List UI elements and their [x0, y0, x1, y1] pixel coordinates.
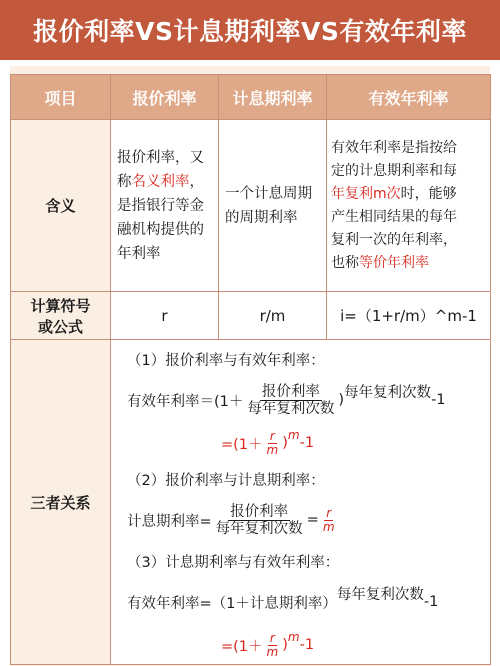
meaning-effective	[327, 120, 491, 292]
relations-content	[111, 340, 491, 665]
denominator: m	[322, 519, 335, 534]
fraction	[245, 384, 336, 417]
formula-text: -1	[431, 392, 446, 408]
text-line: 有效年利率是指按给	[331, 139, 457, 156]
formula-text: )	[282, 435, 288, 451]
relation-2-formula	[127, 496, 480, 544]
denominator: 每年复利次数	[215, 520, 303, 537]
meaning-row	[11, 120, 491, 292]
meaning-period	[219, 120, 327, 292]
text-span: ，	[189, 173, 204, 190]
text-line: 融机构提供的	[117, 221, 204, 238]
formula-period: r/m	[219, 292, 327, 340]
text-span: 称	[117, 173, 132, 190]
numerator: 报价利率	[261, 383, 320, 400]
denominator: m	[266, 442, 279, 457]
relation-1-red-formula	[127, 424, 480, 462]
nominal-rate-highlight: 名义利率	[131, 173, 190, 190]
header-period-rate: 计息期利率	[219, 75, 327, 120]
text-line: 是指银行等金	[117, 197, 204, 214]
text-line: 报价利率，又	[117, 149, 204, 166]
formula-text: )	[282, 637, 288, 653]
formula-text: 有效年利率=（1＋计息期利率）	[127, 595, 337, 612]
relation-1-formula	[127, 376, 480, 424]
formula-text: -1	[423, 594, 439, 610]
fraction	[214, 504, 305, 537]
relation-3-formula	[127, 578, 480, 626]
formula-text: )	[338, 392, 345, 408]
header-effective-rate: 有效年利率	[327, 75, 491, 120]
exponent: 每年复利次数	[336, 586, 424, 603]
formula-text: =(1＋	[221, 436, 263, 453]
formula-quoted: r	[111, 292, 219, 340]
numerator: r	[269, 630, 275, 645]
header-row	[11, 75, 491, 120]
relations-row	[11, 340, 491, 665]
denominator: 每年复利次数	[247, 400, 335, 417]
header-quoted-rate: 报价利率	[111, 75, 219, 120]
numerator: r	[269, 428, 275, 443]
title-bar	[0, 0, 500, 60]
text-line: 复利一次的年利率，	[331, 231, 457, 248]
text-line	[331, 183, 486, 206]
formula-text: 有效年利率＝(1＋	[127, 393, 244, 410]
text-line: 的周期利率	[225, 209, 298, 226]
relation-3-red-formula	[127, 626, 480, 664]
formula-text: 计息期利率=	[127, 513, 212, 530]
formula-label-line1: 计算符号	[30, 296, 91, 315]
formula-text: -1	[299, 637, 315, 653]
fraction	[321, 507, 337, 534]
exponent: 每年复利次数	[344, 384, 432, 401]
text-line: 年利率	[117, 245, 161, 262]
text-line: 一个计息周期	[225, 185, 312, 202]
formula-label	[11, 292, 111, 340]
text-span: 也称	[331, 254, 359, 271]
text-line: 定的计息期利率和每	[331, 162, 457, 179]
exponent: m	[287, 630, 300, 644]
compound-m-highlight: 年复利m次	[331, 185, 401, 202]
numerator: 报价利率	[230, 503, 289, 520]
formula-text: -1	[299, 435, 315, 451]
relation-3-title: （3）计息期利率与有效年利率：	[127, 555, 340, 571]
text-line	[117, 170, 212, 194]
equivalent-rate-highlight: 等价年利率	[359, 254, 429, 271]
meaning-quoted	[111, 120, 219, 292]
page-title: 报价利率VS计息期利率VS有效年利率	[33, 17, 467, 46]
formula-text: =(1＋	[221, 638, 263, 655]
relation-2-title: （2）报价利率与计息期利率：	[127, 473, 325, 489]
comparison-table	[10, 74, 491, 665]
formula-effective: i=（1+r/m）^m-1	[327, 292, 491, 340]
fraction	[265, 632, 281, 659]
meaning-label: 含义	[11, 120, 111, 292]
exponent: m	[287, 428, 300, 442]
formula-label-line2: 或公式	[37, 317, 83, 336]
text-span: 时，能够	[400, 185, 457, 202]
text-line: 产生相同结果的每年	[331, 208, 457, 225]
fraction	[265, 430, 281, 457]
header-item: 项目	[11, 75, 111, 120]
numerator: r	[326, 505, 332, 520]
denominator: m	[266, 644, 279, 659]
relations-label: 三者关系	[11, 340, 111, 665]
relation-1-title: （1）报价利率与有效年利率：	[127, 353, 325, 369]
formula-row	[11, 292, 491, 340]
formula-text: =	[306, 512, 319, 528]
text-line	[331, 252, 486, 275]
